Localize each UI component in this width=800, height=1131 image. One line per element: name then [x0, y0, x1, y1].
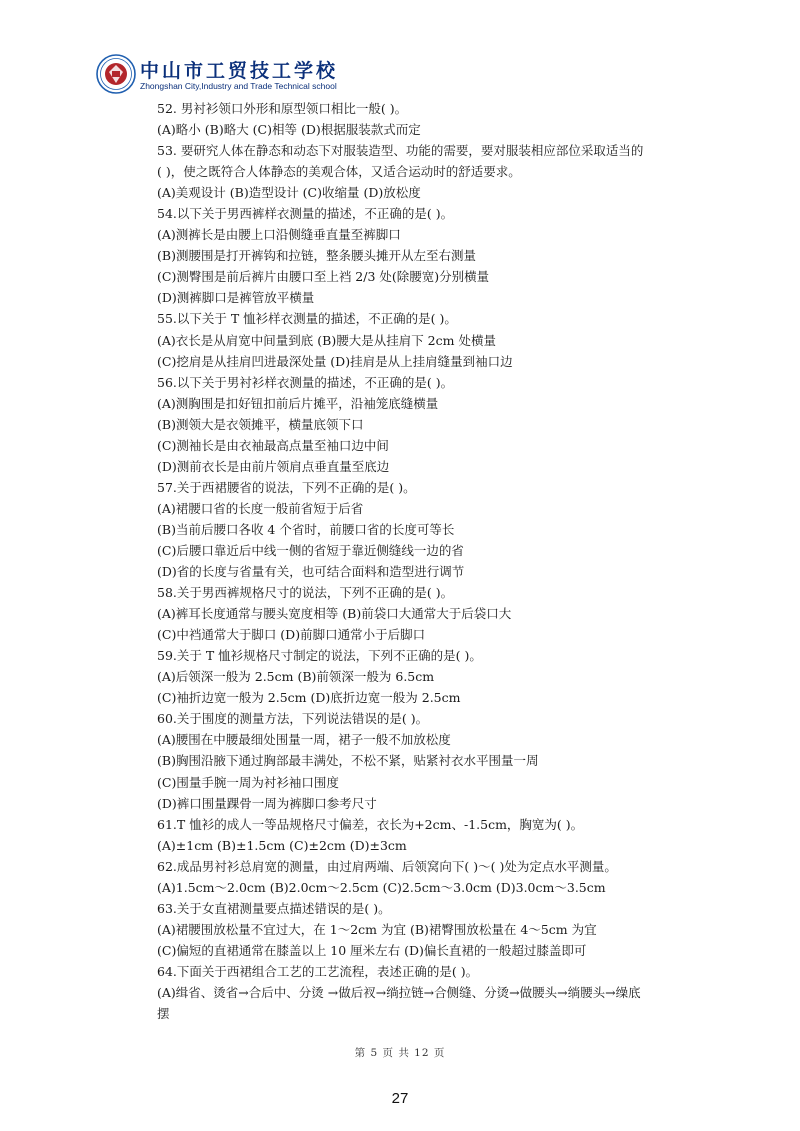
text-line: (A)衣长是从肩宽中间量到底 (B)腰大是从挂肩下 2cm 处横量: [157, 332, 496, 348]
text-line: 57.关于西裙腰省的说法，下列不正确的是( )。: [157, 479, 416, 495]
text-line: (B)胸围沿腋下通过胸部最丰满处，不松不紧，贴紧衬衣水平围量一周: [157, 753, 539, 769]
text-line: (A)美观设计 (B)造型设计 (C)收缩量 (D)放松度: [157, 185, 421, 201]
text-line: (B)测腰围是打开裤钩和拉链，整条腰头摊开从左至右测量: [157, 248, 476, 264]
text-line: (A)略小 (B)略大 (C)相等 (D)根据服装款式而定: [157, 122, 421, 138]
text-line: 62.成品男衬衫总肩宽的测量，由过肩两端、后领窝向下( )～( )处为定点水平测量。: [157, 858, 617, 874]
text-line: 53. 要研究人体在静态和动态下对服装造型、功能的需要，要对服装相应部位采取适当的: [157, 143, 644, 159]
text-line: 64.下面关于西裙组合工艺的工艺流程，表述正确的是( )。: [157, 963, 479, 979]
page-number: 27: [391, 1090, 409, 1107]
text-line: (A)裤耳长度通常与腰头宽度相等 (B)前袋口大通常大于后袋口大: [157, 606, 512, 622]
text-line: 52. 男衬衫领口外形和原型领口相比一般( )。: [157, 101, 408, 116]
text-line: (A)测胸围是扣好钮扣前后片摊平，沿袖笼底缝横量: [157, 395, 439, 411]
page-info: 第 5 页 共 12 页: [354, 1047, 446, 1059]
text-line: (A)1.5cm～2.0cm (B)2.0cm～2.5cm (C)2.5cm～3.0cm (D)3.0cm～3.5cm: [157, 879, 606, 895]
text-line: 60.关于围度的测量方法，下列说法错误的是( )。: [157, 711, 429, 727]
school-name: 中山市工贸技工学校: [140, 60, 339, 82]
text-line: (D)测裤脚口是裤管放平横量: [157, 290, 315, 306]
text-line: (D)测前衣长是由前片领肩点垂直量至底边: [157, 458, 390, 474]
text-line: (C)测臀围是前后裤片由腰口至上裆 2/3 处(除腰宽)分别横量: [157, 269, 490, 285]
text-line: (A)裙腰围放松量不宜过大，在 1～2cm 为宜 (B)裙臀围放松量在 4～5cm 为宜: [157, 921, 597, 937]
text-line: 摆: [157, 1006, 170, 1022]
text-line: (C)偏短的直裙通常在膝盖以上 10 厘米左右 (D)偏长直裙的一般超过膝盖即可: [157, 942, 587, 958]
text-line: (A)后领深一般为 2.5cm (B)前领深一般为 6.5cm: [157, 669, 435, 685]
page-header: [96, 54, 396, 96]
school-emblem-icon: [96, 54, 136, 94]
text-line: 55.以下关于 T 恤衫样衣测量的描述，不正确的是( )。: [157, 311, 457, 327]
text-line: 61.T 恤衫的成人一等品规格尺寸偏差，衣长为+2cm、-1.5cm，胸宽为( )。: [157, 816, 584, 832]
school-name-en: Zhongshan City,Industry and Trade Technical school: [140, 81, 337, 91]
text-line: 58.关于男西裤规格尺寸的说法，下列不正确的是( )。: [157, 585, 454, 601]
text-line: (A)±1cm (B)±1.5cm (C)±2cm (D)±3cm: [157, 837, 407, 853]
text-line: (A)腰围在中腰最细处围量一周，裙子一般不加放松度: [157, 732, 451, 748]
text-line: 63.关于女直裙测量要点描述错误的是( )。: [157, 900, 391, 916]
text-line: (C)中裆通常大于脚口 (D)前脚口通常小于后脚口: [157, 627, 426, 643]
text-line: (A)裙腰口省的长度一般前省短于后省: [157, 500, 364, 516]
text-line: (B)当前后腰口各收 4 个省时，前腰口省的长度可等长: [157, 521, 455, 537]
text-line: (B)测领大是衣领摊平，横量底领下口: [157, 416, 364, 432]
text-line: 56.以下关于男衬衫样衣测量的描述，不正确的是( )。: [157, 374, 454, 390]
text-line: ( )，使之既符合人体静态的美观合体，又适合运动时的舒适要求。: [157, 164, 521, 180]
text-line: (C)测袖长是由衣袖最高点量至袖口边中间: [157, 437, 389, 453]
text-line: (A)测裤长是由腰上口沿侧缝垂直量至裤脚口: [157, 227, 401, 243]
question-list: [157, 98, 717, 1024]
text-line: (C)袖折边宽一般为 2.5cm (D)底折边宽一般为 2.5cm: [157, 690, 461, 706]
text-line: 59.关于 T 恤衫规格尺寸制定的说法，下列不正确的是( )。: [157, 648, 482, 664]
text-line: (C)围量手腕一周为衬衫袖口围度: [157, 774, 339, 790]
text-line: 54.以下关于男西裤样衣测量的描述，不正确的是( )。: [157, 206, 454, 222]
text-line: (D)省的长度与省量有关，也可结合面料和造型进行调节: [157, 564, 465, 580]
text-line: (C)挖肩是从挂肩凹进最深处量 (D)挂肩是从上挂肩缝量到袖口边: [157, 353, 513, 369]
text-line: (A)缉省、烫省→合后中、分烫 →做后衩→绱拉链→合侧缝、分烫→做腰头→绱腰头→缲底: [157, 984, 641, 1000]
text-line: (C)后腰口靠近后中线一侧的省短于靠近侧缝线一边的省: [157, 542, 464, 558]
text-line: (D)裤口围量踝骨一周为裤脚口参考尺寸: [157, 795, 377, 811]
